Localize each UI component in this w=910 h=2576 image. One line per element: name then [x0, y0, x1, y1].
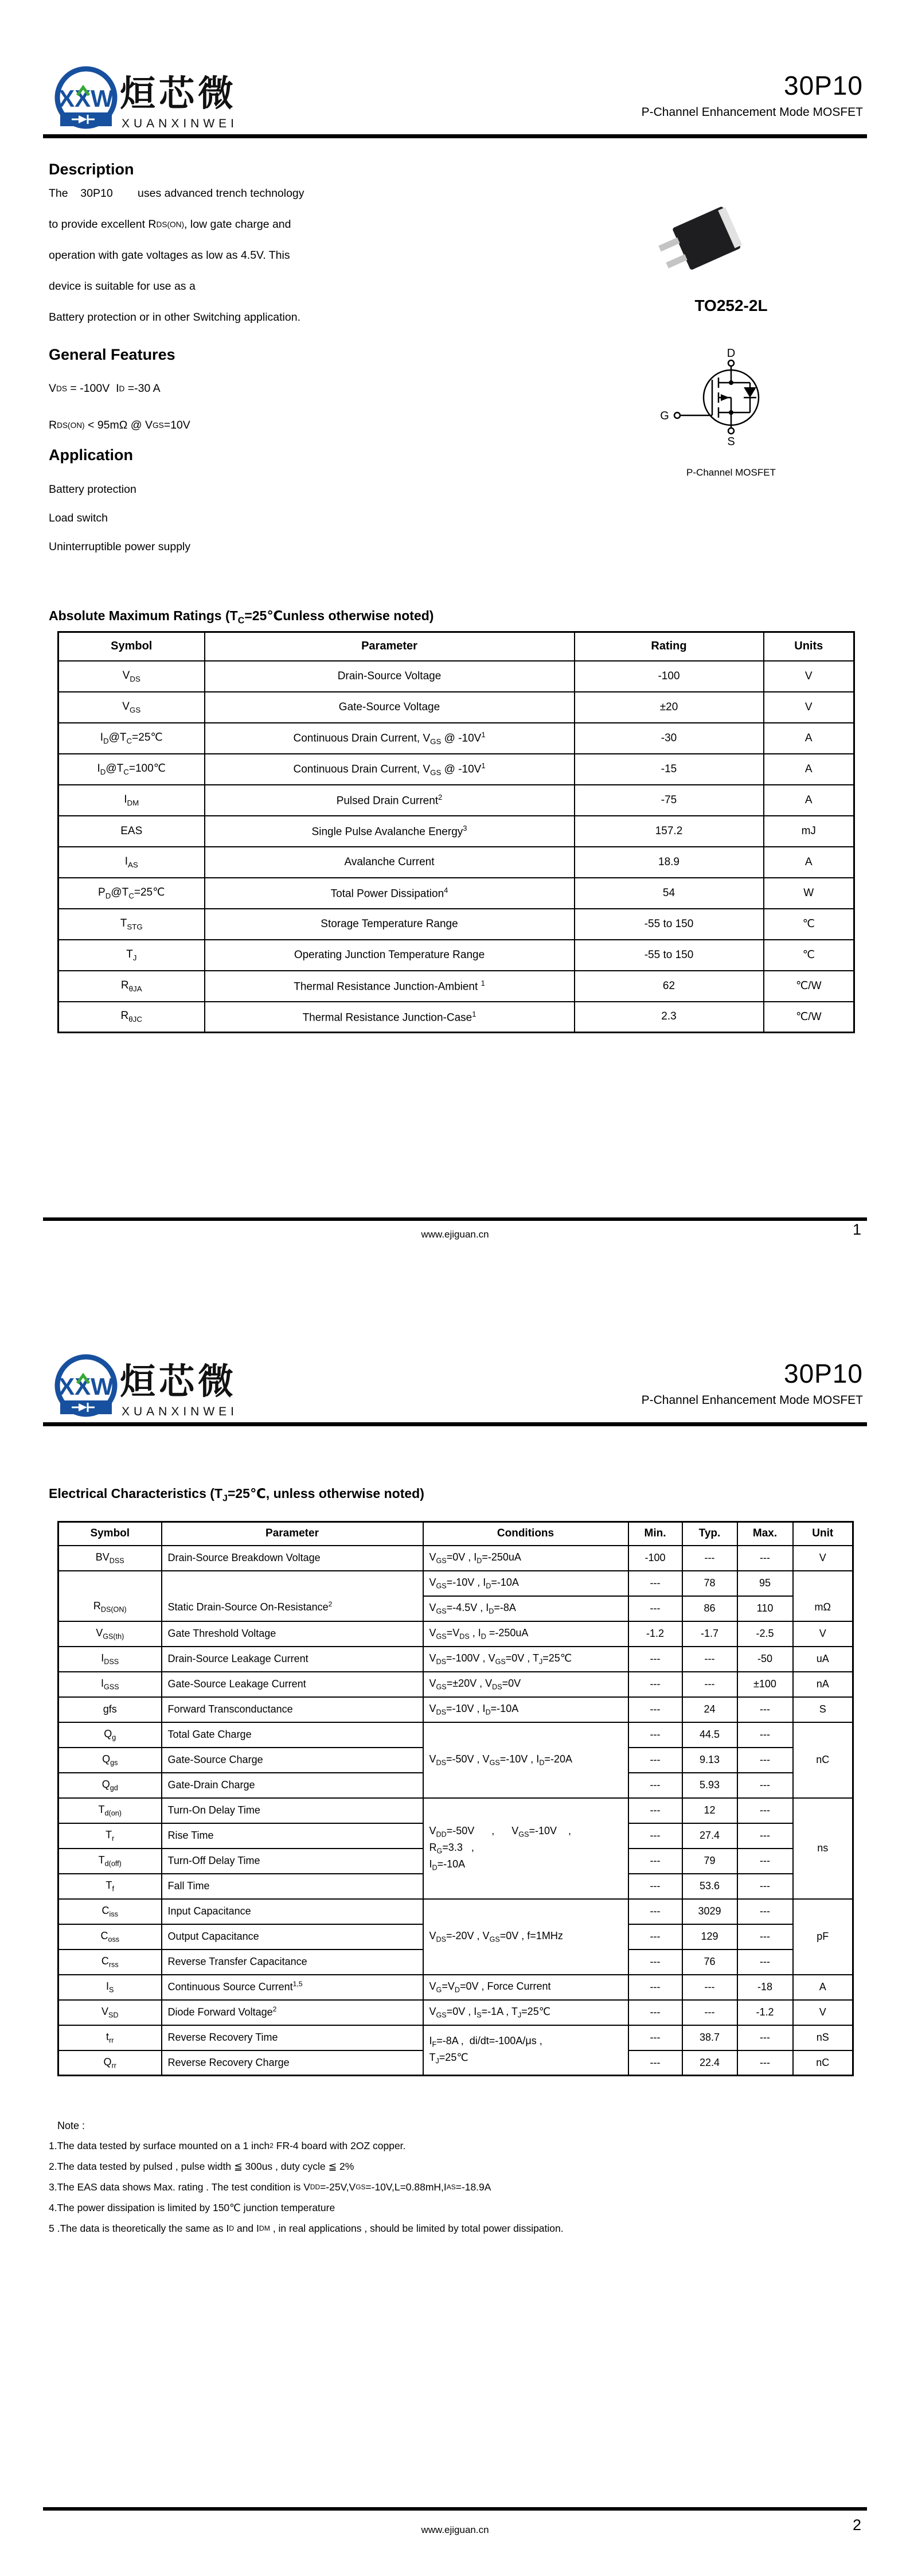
electrical-cell: $Q_g$ [58, 1722, 162, 1748]
electrical-cell: --- [737, 1748, 793, 1773]
electrical-cell: $V_{DS}=-20V$ , $V_{GS}=0V$ , f=1MHz [423, 1899, 628, 1975]
electrical-cell: $V_{GS}=\pm 20V$ , $V_{DS}=0V$ [423, 1672, 628, 1697]
notes-heading: Note : [57, 2120, 85, 2131]
electrical-cell: Forward Transconductance [162, 1697, 423, 1722]
abs-max-cell: $V_{GS}$ [58, 692, 205, 723]
electrical-cell: Fall Time [162, 1874, 423, 1899]
electrical-cell: $V_{DS}=-100V$ , $V_{GS}=0V$ , $T_J=25℃$ [423, 1647, 628, 1672]
abs-max-cell: ±20 [575, 692, 764, 723]
electrical-cell: nA [793, 1672, 853, 1697]
abs-max-cell: $R_{\theta JA}$ [58, 971, 205, 1002]
abs-max-cell: 157.2 [575, 816, 764, 847]
abs-max-cell: ℃/W [764, 1002, 854, 1033]
abs-max-cell: Storage Temperature Range [205, 909, 575, 940]
abs-max-row [58, 754, 854, 785]
logo-chinese-text: 烜芯微 [120, 74, 237, 114]
application-item: Uninterruptible power supply [49, 540, 191, 553]
electrical-cell: --- [737, 1949, 793, 1975]
electrical-cell: nC [793, 2050, 853, 2076]
electrical-cell: --- [737, 1697, 793, 1722]
electrical-header-cell: Max. [737, 1522, 793, 1546]
electrical-header-cell: Unit [793, 1522, 853, 1546]
electrical-row [58, 2025, 853, 2050]
abs-max-row [58, 816, 854, 847]
abs-max-cell: A [764, 847, 854, 878]
electrical-cell: $V_{GS}=V_{DS}$ , $I_D =-250uA$ [423, 1621, 628, 1647]
electrical-row [58, 2000, 853, 2025]
electrical-cell: 44.5 [682, 1722, 737, 1748]
general-feature-line: V DS = -100V I D =-30 A [49, 382, 161, 395]
abs-max-cell: $I_D@T_C=25℃$ [58, 723, 205, 754]
electrical-cell: --- [628, 1647, 682, 1672]
electrical-cell: $Q_{rr}$ [58, 2050, 162, 2076]
electrical-cell: $I_{DSS}$ [58, 1647, 162, 1672]
electrical-cell: Drain-Source Leakage Current [162, 1647, 423, 1672]
abs-max-cell: ℃ [764, 909, 854, 940]
electrical-cell: Rise Time [162, 1823, 423, 1849]
footer-url[interactable]: www.ejiguan.cn [421, 1229, 489, 1240]
abs-max-cell: EAS [58, 816, 205, 847]
electrical-cell: $C_{rss}$ [58, 1949, 162, 1975]
electrical-cell: --- [737, 1849, 793, 1874]
abs-max-cell: Continuous Drain Current, $V_{GS}$ @ $-10V^1$ [205, 754, 575, 785]
electrical-cell: --- [628, 2025, 682, 2050]
electrical-cell: ns [793, 1798, 853, 1899]
electrical-cell: $I_S$ [58, 1975, 162, 2000]
abs-max-row [58, 1002, 854, 1033]
abs-max-header-cell: Symbol [58, 632, 205, 661]
electrical-cell: 12 [682, 1798, 737, 1823]
electrical-cell: Reverse Recovery Charge [162, 2050, 423, 2076]
electrical-cell: $V_{DS}=-10V$ , $I_D=-10A$ [423, 1697, 628, 1722]
abs-max-row [58, 785, 854, 816]
application-item: Load switch [49, 511, 108, 524]
pin-label-gate: G [660, 410, 669, 422]
electrical-cell: --- [737, 1899, 793, 1924]
general-features-list [49, 370, 190, 443]
electrical-cell: 86 [682, 1596, 737, 1621]
abs-max-cell: Avalanche Current [205, 847, 575, 878]
electrical-cell: --- [628, 2000, 682, 2025]
electrical-cell: Gate-Source Charge [162, 1748, 423, 1773]
electrical-cell: nC [793, 1722, 853, 1798]
electrical-cell: --- [628, 1823, 682, 1849]
electrical-cell: -2.5 [737, 1621, 793, 1647]
header-rule [43, 1422, 867, 1426]
electrical-cell: pF [793, 1899, 853, 1975]
electrical-cell: -18 [737, 1975, 793, 2000]
application-list [49, 475, 190, 561]
electrical-cell: S [793, 1697, 853, 1722]
abs-max-row [58, 878, 854, 909]
electrical-cell: 9.13 [682, 1748, 737, 1773]
footer-rule [43, 1217, 867, 1221]
abs-max-cell: A [764, 785, 854, 816]
electrical-row [58, 1975, 853, 2000]
electrical-cell: --- [628, 1849, 682, 1874]
electrical-cell: Turn-On Delay Time [162, 1798, 423, 1823]
electrical-cell: V [793, 1621, 853, 1647]
electrical-cell: Diode Forward Voltage$^2$ [162, 2000, 423, 2025]
abs-max-row [58, 909, 854, 940]
electrical-cell: $V_G=V_D=0V$ , Force Current [423, 1975, 628, 2000]
logo-monogram: XXW [58, 1373, 114, 1400]
abs-max-row [58, 971, 854, 1002]
electrical-header-cell: Typ. [682, 1522, 737, 1546]
abs-max-cell: $I_D@T_C=100℃$ [58, 754, 205, 785]
electrical-cell: Drain-Source Breakdown Voltage [162, 1546, 423, 1571]
electrical-cell: $I_F=-8A$ , di/dt=-100A/μs , $T_J=25℃$ [423, 2025, 628, 2076]
electrical-cell: $R_{DS(ON)}$ [58, 1571, 162, 1621]
electrical-row [58, 1647, 853, 1672]
electrical-cell: --- [628, 1899, 682, 1924]
electrical-title: Electrical Characteristics ($T_J=25℃$, unless otherwise noted) [49, 1486, 424, 1504]
page-number: 2 [852, 2516, 861, 2534]
electrical-cell: $C_{iss}$ [58, 1899, 162, 1924]
electrical-cell: 38.7 [682, 2025, 737, 2050]
electrical-row [58, 1621, 853, 1647]
electrical-cell: $T_f$ [58, 1874, 162, 1899]
electrical-cell: --- [628, 1773, 682, 1798]
electrical-cell: $V_{DS}=-50V$ , $V_{GS}=-10V$ , $I_D=-20A$ [423, 1722, 628, 1798]
pin-label-drain: D [727, 347, 736, 360]
electrical-row [58, 1722, 853, 1748]
electrical-cell: --- [628, 1798, 682, 1823]
electrical-row [58, 1798, 853, 1823]
electrical-cell: --- [628, 1949, 682, 1975]
note-item: 5 .The data is theoretically the same as I D and I DM , in real applications , should be limited by total power dissipation. [49, 2222, 564, 2234]
electrical-header-cell: Symbol [58, 1522, 162, 1546]
electrical-row [58, 1571, 853, 1596]
electrical-cell: --- [737, 2050, 793, 2076]
electrical-cell: $t_{rr}$ [58, 2025, 162, 2050]
pin-label-source: S [727, 435, 735, 448]
electrical-cell: 79 [682, 1849, 737, 1874]
electrical-cell: $V_{GS}=-4.5V$ , $I_D=-8A$ [423, 1596, 628, 1621]
abs-max-cell: ℃/W [764, 971, 854, 1002]
abs-max-cell: Thermal Resistance Junction-Ambient $^1$ [205, 971, 575, 1002]
electrical-cell: $V_{GS(th)}$ [58, 1621, 162, 1647]
electrical-cell: --- [628, 1722, 682, 1748]
package-lead [658, 238, 679, 252]
abs-max-cell: Pulsed Drain Current$^2$ [205, 785, 575, 816]
abs-max-cell: $I_{DM}$ [58, 785, 205, 816]
abs-max-cell: $T_J$ [58, 940, 205, 971]
electrical-cell: Reverse Recovery Time [162, 2025, 423, 2050]
mosfet-symbol [657, 344, 806, 459]
electrical-cell: --- [737, 1798, 793, 1823]
channel-arrow-icon [721, 394, 729, 401]
logo-roman-text: XUANXINWEI [122, 1405, 239, 1418]
abs-max-cell: V [764, 661, 854, 692]
page-number: 1 [852, 1221, 861, 1238]
electrical-cell: 78 [682, 1571, 737, 1596]
electrical-cell: $V_{SD}$ [58, 2000, 162, 2025]
abs-max-cell: Gate-Source Voltage [205, 692, 575, 723]
electrical-cell: --- [737, 1546, 793, 1571]
general-feature-line: R DS(ON) < 95mΩ @ V GS =10V [49, 418, 190, 431]
abs-max-cell: Continuous Drain Current, $V_{GS}$ @ $-10V^1$ [205, 723, 575, 754]
electrical-cell: --- [628, 1697, 682, 1722]
footer-url[interactable]: www.ejiguan.cn [421, 2524, 489, 2535]
abs-max-row [58, 692, 854, 723]
note-item: 2.The data tested by pulsed , pulse width ≦ 300us , duty cycle ≦ 2% [49, 2160, 354, 2172]
electrical-cell: $T_{d(off)}$ [58, 1849, 162, 1874]
company-logo [54, 1351, 249, 1425]
description-line: The 30P10 uses advanced trench technology [49, 186, 304, 200]
electrical-header-cell: Parameter [162, 1522, 423, 1546]
electrical-cell: 5.93 [682, 1773, 737, 1798]
electrical-cell: --- [737, 1773, 793, 1798]
electrical-cell: $Q_{gs}$ [58, 1748, 162, 1773]
abs-max-cell: Total Power Dissipation$^4$ [205, 878, 575, 909]
electrical-header-cell: Min. [628, 1522, 682, 1546]
abs-max-cell: 2.3 [575, 1002, 764, 1033]
electrical-cell: 110 [737, 1596, 793, 1621]
logo-roman-text: XUANXINWEI [122, 117, 239, 130]
application-item: Battery protection [49, 482, 136, 496]
electrical-cell: --- [737, 1874, 793, 1899]
page-2 [0, 1288, 910, 2576]
electrical-cell: Total Gate Charge [162, 1722, 423, 1748]
abs-max-cell: 62 [575, 971, 764, 1002]
electrical-cell: --- [628, 1596, 682, 1621]
electrical-cell: Reverse Transfer Capacitance [162, 1949, 423, 1975]
company-logo [54, 63, 249, 137]
part-subtitle: P-Channel Enhancement Mode MOSFET [641, 1394, 863, 1407]
abs-max-header-cell: Parameter [205, 632, 575, 661]
note-item: 1.The data tested by surface mounted on a 1 inch 2 FR-4 board with 2OZ copper. [49, 2139, 406, 2151]
note-item: 4.The power dissipation is limited by 150℃ junction temperature [49, 2201, 335, 2213]
abs-max-cell: 18.9 [575, 847, 764, 878]
abs-max-cell: -100 [575, 661, 764, 692]
electrical-cell: Output Capacitance [162, 1924, 423, 1949]
body-diode-icon [744, 387, 756, 398]
electrical-row [58, 1697, 853, 1722]
part-subtitle: P-Channel Enhancement Mode MOSFET [641, 106, 863, 119]
electrical-cell: --- [628, 1748, 682, 1773]
electrical-cell: nS [793, 2025, 853, 2050]
electrical-cell: 76 [682, 1949, 737, 1975]
electrical-cell: $V_{GS}=0V$ , $I_D=-250uA$ [423, 1546, 628, 1571]
logo-monogram: XXW [58, 85, 114, 112]
electrical-cell: --- [682, 1672, 737, 1697]
electrical-cell: -1.2 [628, 1621, 682, 1647]
abs-max-cell: A [764, 723, 854, 754]
header-rule [43, 134, 867, 138]
electrical-cell: 53.6 [682, 1874, 737, 1899]
electrical-row [58, 1899, 853, 1924]
electrical-cell: $I_{GSS}$ [58, 1672, 162, 1697]
electrical-cell: 129 [682, 1924, 737, 1949]
electrical-row [58, 1546, 853, 1571]
electrical-cell: 3029 [682, 1899, 737, 1924]
logo-mark-icon [57, 69, 115, 126]
electrical-cell: Gate-Source Leakage Current [162, 1672, 423, 1697]
abs-max-cell: W [764, 878, 854, 909]
electrical-cell: Static Drain-Source On-Resistance$^2$ [162, 1571, 423, 1621]
abs-max-row [58, 847, 854, 878]
electrical-cell: --- [737, 1823, 793, 1849]
electrical-cell: Gate Threshold Voltage [162, 1621, 423, 1647]
electrical-cell: mΩ [793, 1571, 853, 1621]
description-line: device is suitable for use as a [49, 279, 196, 293]
abs-max-cell: Thermal Resistance Junction-Case$^1$ [205, 1002, 575, 1033]
electrical-table [57, 1521, 854, 2076]
abs-max-header-cell: Units [764, 632, 854, 661]
abs-max-cell: $R_{\theta JC}$ [58, 1002, 205, 1033]
abs-max-cell: $I_{AS}$ [58, 847, 205, 878]
electrical-cell: gfs [58, 1697, 162, 1722]
electrical-cell: $V_{GS}=-10V$ , $I_D=-10A$ [423, 1571, 628, 1596]
electrical-cell: --- [737, 2025, 793, 2050]
description-paragraph [49, 178, 304, 333]
abs-max-cell: A [764, 754, 854, 785]
abs-max-cell: -30 [575, 723, 764, 754]
electrical-cell: Gate-Drain Charge [162, 1773, 423, 1798]
package-lead [666, 254, 687, 269]
electrical-cell: $Q_{gd}$ [58, 1773, 162, 1798]
note-item: 3.The EAS data shows Max. rating . The test condition is V DD =-25V,V GS =-10V,L=0.88mH,I AS =-18.9A [49, 2181, 491, 2193]
application-heading: Application [49, 446, 133, 464]
electrical-cell: V [793, 1546, 853, 1571]
abs-max-row [58, 661, 854, 692]
abs-max-cell: $V_{DS}$ [58, 661, 205, 692]
notes-list [49, 2135, 564, 2239]
electrical-cell: $V_{GS}=0V$ , $I_S=-1A$ , $T_J=25℃$ [423, 2000, 628, 2025]
electrical-cell: $C_{oss}$ [58, 1924, 162, 1949]
electrical-cell: -1.2 [737, 2000, 793, 2025]
electrical-cell: A [793, 1975, 853, 2000]
package-photo [654, 192, 786, 273]
electrical-cell: $BV_{DSS}$ [58, 1546, 162, 1571]
description-line: operation with gate voltages as low as 4.5V. This [49, 248, 290, 262]
abs-max-cell: Single Pulse Avalanche Energy$^3$ [205, 816, 575, 847]
general-features-heading: General Features [49, 346, 175, 363]
electrical-cell: --- [628, 1874, 682, 1899]
electrical-cell: uA [793, 1647, 853, 1672]
abs-max-cell: ℃ [764, 940, 854, 971]
electrical-cell: -1.7 [682, 1621, 737, 1647]
abs-max-cell: -15 [575, 754, 764, 785]
symbol-caption: P-Channel MOSFET [686, 467, 776, 478]
electrical-cell: -50 [737, 1647, 793, 1672]
electrical-cell: V [793, 2000, 853, 2025]
abs-max-cell: $T_{STG}$ [58, 909, 205, 940]
description-line: to provide excellent R DS(ON) , low gate charge and [49, 217, 291, 231]
electrical-row [58, 1672, 853, 1697]
electrical-header-cell: Conditions [423, 1522, 628, 1546]
electrical-cell: $T_r$ [58, 1823, 162, 1849]
electrical-cell: --- [682, 1546, 737, 1571]
electrical-cell: --- [628, 2050, 682, 2076]
electrical-cell: --- [737, 1924, 793, 1949]
electrical-cell: Continuous Source Current$^{1,5}$ [162, 1975, 423, 2000]
electrical-cell: $V_{DD}=-50V$ , $V_{GS}=-10V$ , $R_G=3.3$ , $I_D=-10A$ [423, 1798, 628, 1899]
electrical-cell: --- [628, 1924, 682, 1949]
package-name: TO252-2L [694, 297, 768, 314]
electrical-cell: ±100 [737, 1672, 793, 1697]
abs-max-cell: -55 to 150 [575, 940, 764, 971]
abs-max-cell: Operating Junction Temperature Range [205, 940, 575, 971]
abs-max-cell: $P_D@T_C=25℃$ [58, 878, 205, 909]
electrical-cell: Turn-Off Delay Time [162, 1849, 423, 1874]
electrical-cell: --- [682, 1975, 737, 2000]
electrical-cell: -100 [628, 1546, 682, 1571]
footer-rule [43, 2507, 867, 2511]
electrical-cell: --- [628, 1571, 682, 1596]
abs-max-header-cell: Rating [575, 632, 764, 661]
electrical-cell: $T_{d(on)}$ [58, 1798, 162, 1823]
electrical-cell: 24 [682, 1697, 737, 1722]
abs-max-cell: mJ [764, 816, 854, 847]
electrical-cell: --- [737, 1722, 793, 1748]
abs-max-cell: Drain-Source Voltage [205, 661, 575, 692]
abs-max-cell: V [764, 692, 854, 723]
abs-max-cell: -75 [575, 785, 764, 816]
logo-chinese-text: 烜芯微 [120, 1362, 237, 1402]
electrical-cell: Input Capacitance [162, 1899, 423, 1924]
abs-max-row [58, 940, 854, 971]
abs-max-row [58, 723, 854, 754]
electrical-cell: --- [682, 2000, 737, 2025]
electrical-cell: --- [628, 1975, 682, 2000]
part-number: 30P10 [783, 71, 863, 100]
abs-max-cell: -55 to 150 [575, 909, 764, 940]
logo-mark-icon [57, 1357, 115, 1414]
electrical-cell: --- [628, 1672, 682, 1697]
electrical-cell: 95 [737, 1571, 793, 1596]
electrical-cell: --- [682, 1647, 737, 1672]
abs-max-table [57, 631, 855, 1033]
description-heading: Description [49, 161, 134, 178]
description-line: Battery protection or in other Switching application. [49, 310, 300, 324]
abs-max-title: Absolute Maximum Ratings ($T_C=25℃unless$ otherwise noted) [49, 608, 434, 626]
abs-max-cell: 54 [575, 878, 764, 909]
electrical-cell: 22.4 [682, 2050, 737, 2076]
part-number: 30P10 [783, 1359, 863, 1388]
electrical-cell: 27.4 [682, 1823, 737, 1849]
